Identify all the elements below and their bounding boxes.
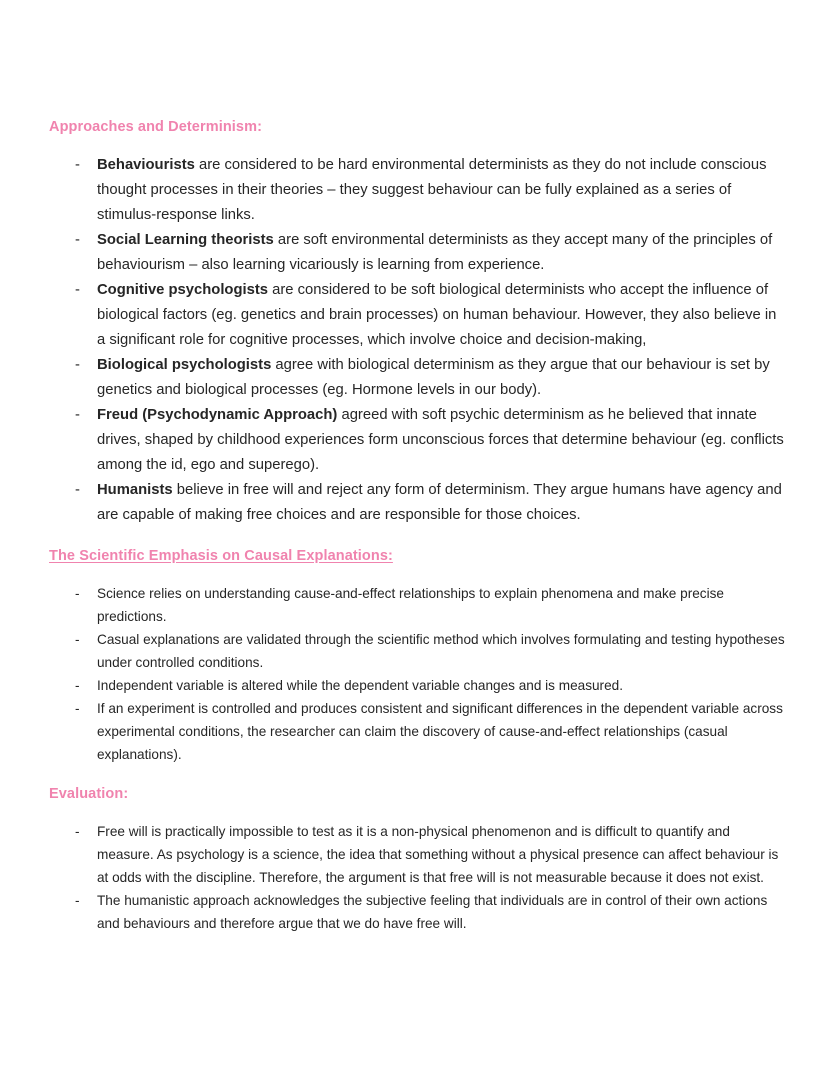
section-heading-evaluation: Evaluation:: [49, 786, 129, 802]
bullet-lead-bold: Humanists: [97, 482, 173, 498]
bullet-lead-bold: Social Learning theorists: [97, 232, 274, 248]
bullet-lead-bold: Freud (Psychodynamic Approach): [97, 407, 338, 423]
bullet-item: - Freud (Psychodynamic Approach) agreed with soft psychic determinism as he believed that innate drives, shaped by childhood experiences form unconscious forces that determine behaviour (eg. conflicts among the id, ego and superego).: [97, 403, 787, 478]
bullet-list-evaluation: [49, 820, 788, 935]
bullet-item: - Free will is practically impossible to test as it is a non-physical phenomenon and is difficult to quantify and measure. As psychology is a science, the idea that something without a physical presence can affect behaviour is at odds with the discipline. Therefore, the argument is that free will is not measurable because it does not exist.: [97, 820, 788, 889]
bullet-item: - Cognitive psychologists are considered to be soft biological determinists who accept the influence of biological factors (eg. genetics and brain processes) on human behaviour. However, they also believe in a significant role for cognitive processes, which involve choice and decision-making,: [97, 278, 787, 353]
bullet-item: - Humanists believe in free will and reject any form of determinism. They argue humans have agency and are capable of making free choices and are responsible for those choices.: [97, 478, 787, 528]
bullet-item: - Independent variable is altered while the dependent variable changes and is measured.: [97, 674, 788, 697]
section-approaches-and-determinism: [49, 119, 788, 528]
bullet-lead-bold: Cognitive psychologists: [97, 282, 269, 298]
section-heading-scientific-emphasis: The Scientific Emphasis on Causal Explanations:: [49, 548, 393, 564]
bullet-item: - Casual explanations are validated through the scientific method which involves formulating and testing hypotheses under controlled conditions.: [97, 628, 788, 674]
bullet-item: - Behaviourists are considered to be hard environmental determinists as they do not include conscious thought processes in their theories – they suggest behaviour can be fully explained as a series of stimulus-response links.: [97, 153, 787, 228]
bullet-item: - Social Learning theorists are soft environmental determinists as they accept many of the principles of behaviourism – also learning vicariously is learning from experience.: [97, 228, 787, 278]
section-heading-approaches: Approaches and Determinism:: [49, 119, 262, 135]
bullet-item: - Science relies on understanding cause-and-effect relationships to explain phenomena and make precise predictions.: [97, 582, 788, 628]
bullet-lead-bold: Biological psychologists: [97, 357, 272, 373]
bullet-list-approaches: [49, 153, 788, 528]
section-evaluation: [49, 786, 788, 935]
bullet-lead-bold: Behaviourists: [97, 157, 195, 173]
bullet-item: - Biological psychologists agree with biological determinism as they argue that our behaviour is set by genetics and biological processes (eg. Hormone levels in our body).: [97, 353, 787, 403]
bullet-item: - The humanistic approach acknowledges the subjective feeling that individuals are in control of their own actions and behaviours and therefore argue that we do have free will.: [97, 889, 788, 935]
section-scientific-emphasis: [49, 548, 788, 766]
bullet-item: - If an experiment is controlled and produces consistent and significant differences in the dependent variable across experimental conditions, the researcher can claim the discovery of cause-and-effect relationships (casual explanations).: [97, 697, 788, 766]
bullet-list-scientific-emphasis: [49, 582, 788, 766]
